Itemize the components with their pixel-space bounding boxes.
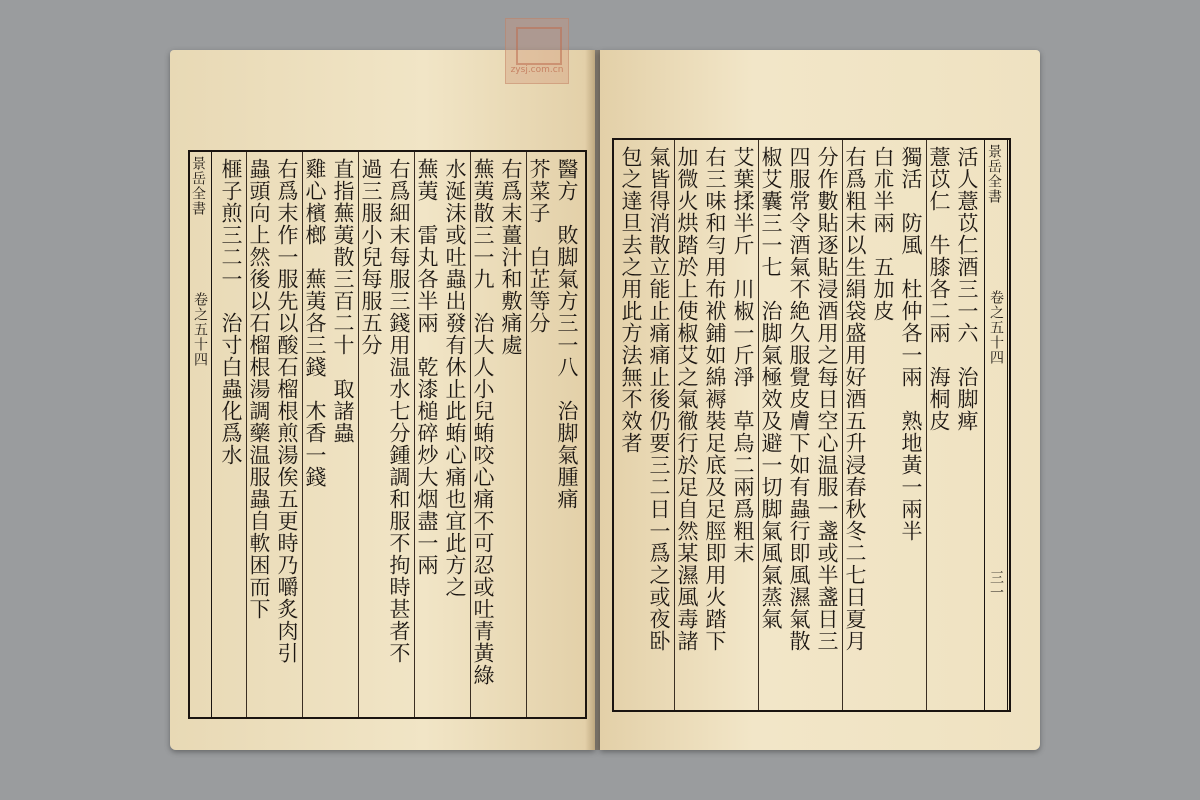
right-text-column-7: 四服常令酒氣不絶久服覺皮膚下如有蟲行即風濕氣散 xyxy=(787,146,811,652)
left-volume-label: 卷之五十四 xyxy=(192,292,208,367)
seal-glyph-icon xyxy=(516,27,562,65)
column-rule xyxy=(246,152,247,717)
right-text-column-10: 右三味和勻用布袱鋪如綿褥裝足底及足脛即用火踏下 xyxy=(703,146,727,652)
right-page-number: 三一 xyxy=(988,570,1004,600)
right-page xyxy=(600,50,1040,750)
column-rule xyxy=(414,152,415,717)
column-rule xyxy=(470,152,471,717)
column-rule xyxy=(526,152,527,717)
left-text-column-8: 過三服小兒每服五分 xyxy=(359,158,383,356)
left-text-column-11: 右爲末作一服先以酸石榴根煎湯俟五更時乃嚼炙肉引 xyxy=(275,158,299,664)
right-text-column-2: 薏苡仁 牛膝各二兩 海桐皮 xyxy=(927,146,951,432)
left-page-frame xyxy=(188,150,587,719)
left-text-column-2: 芥菜子 白芷等分 xyxy=(527,158,551,334)
right-margin-title: 景岳全書 xyxy=(986,144,1002,204)
column-rule xyxy=(758,140,759,710)
watermark-seal xyxy=(505,18,569,84)
column-rule xyxy=(674,140,675,710)
left-page xyxy=(170,50,595,750)
right-text-column-12: 氣皆得消散立能止痛痛止後仍要三二日一爲之或夜卧 xyxy=(647,146,671,652)
column-rule xyxy=(926,140,927,710)
right-text-column-11: 加微火烘踏於上使椒艾之氣徹行於足自然某濕風毒諸 xyxy=(675,146,699,652)
left-text-column-9: 直指蕪荑散三百二十 取諸蟲 xyxy=(331,158,355,444)
left-text-column-13: 榧子煎三二一 治寸白蟲化爲水 xyxy=(219,158,243,466)
right-text-column-4: 白朮半兩 五加皮 xyxy=(871,146,895,322)
right-page-frame xyxy=(612,138,1011,712)
left-text-column-7: 右爲細末每服三錢用温水七分鍾調和服不拘時甚者不 xyxy=(387,158,411,664)
open-book xyxy=(170,40,1040,760)
watermark-text: zysj.com.cn xyxy=(510,65,564,75)
left-text-column-12: 蟲頭向上然後以石榴根湯調藥温服蟲自軟困而下 xyxy=(247,158,271,620)
column-rule xyxy=(842,140,843,710)
right-text-column-8: 椒艾囊三一七 治脚氣極效及避一切脚氣風氣蒸氣 xyxy=(759,146,783,630)
left-margin-title: 景岳全書 xyxy=(190,156,206,216)
left-text-column-6: 蕪荑 雷丸各半兩 乾漆槌碎炒大烟盡一兩 xyxy=(415,158,439,576)
right-text-column-5: 右爲粗末以生絹袋盛用好酒五升浸春秋冬二七日夏月 xyxy=(843,146,867,652)
right-text-column-3: 獨活 防風 杜仲各一兩 熟地黃一兩半 xyxy=(899,146,923,542)
left-text-column-3: 右爲末薑汁和敷痛處 xyxy=(499,158,523,356)
left-text-column-4: 蕪荑散三一九 治大人小兒蛕咬心痛不可忍或吐青黃綠 xyxy=(471,158,495,686)
left-text-column-5: 水涎沫或吐蟲出發有休止此蛕心痛也宜此方之 xyxy=(443,158,467,598)
column-rule xyxy=(358,152,359,717)
column-rule xyxy=(302,152,303,717)
left-text-column-1: 醫方 敗脚氣方三一八 治脚氣腫痛 xyxy=(555,158,579,510)
right-text-column-13: 包之達旦去之用此方法無不效者 xyxy=(619,146,643,454)
right-text-column-1: 活人薏苡仁酒三一六 治脚痺 xyxy=(955,146,979,432)
right-volume-label: 卷之五十四 xyxy=(988,290,1004,365)
right-text-column-6: 分作數貼逐貼浸酒用之每日空心温服一盞或半盞日三 xyxy=(815,146,839,652)
right-text-column-9: 艾葉揉半斤 川椒一斤淨 草烏二兩爲粗末 xyxy=(731,146,755,564)
left-text-column-10: 雞心檳榔 蕪荑各三錢 木香一錢 xyxy=(303,158,327,488)
